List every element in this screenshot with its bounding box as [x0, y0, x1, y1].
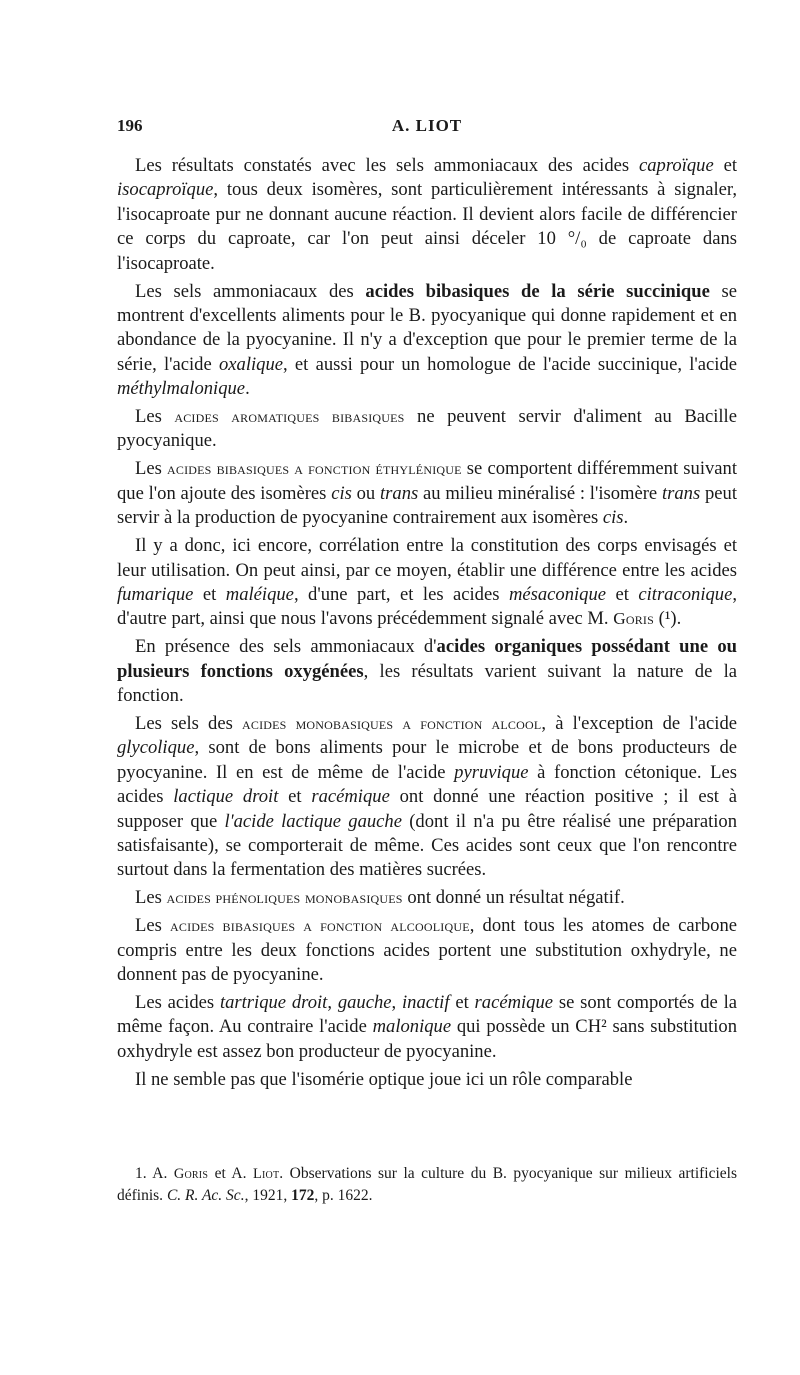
text-run: Les résultats constatés avec les sels ammoniacaux des acides	[135, 155, 639, 176]
small-caps-term: acides monobasiques a fonction alcool	[242, 713, 542, 733]
text-run: , d'une part, et les acides	[293, 583, 509, 605]
paragraph-oxygenated	[117, 635, 737, 708]
small-caps-term: acides phénoliques monobasiques	[166, 888, 403, 908]
paragraph-caproic	[117, 154, 737, 276]
italic-term: trans	[661, 482, 701, 504]
page-number: 196	[117, 116, 143, 135]
text-run: , à l'exception de l'acide	[541, 712, 738, 734]
small-caps-term: acides bibasiques a fonction alcoolique	[170, 916, 470, 936]
text-run: et	[606, 583, 639, 605]
text-run: ne peuvent servir d'aliment au Bacille pyocyanique.	[117, 406, 737, 452]
paragraph-optical-isomerism	[117, 1068, 737, 1092]
text-run: Les sels ammoniacaux des	[135, 280, 366, 302]
paragraph-correlation	[117, 534, 737, 632]
italic-term: lactique droit	[173, 786, 279, 808]
text-run: , les résultats varient suivant la nature de la fonction.	[117, 660, 738, 707]
text-run: , tous deux isomères, sont particulièrement intéressants à signaler, l'isocaproate pur ne donnant aucune réaction. Il devient alors facile de différencier ce corps du caproate, car l'on peut ainsi déceler 10 °/₀ de caproate dans l'isocaproate.	[117, 179, 737, 274]
text-run: (dont il n'a pu être réalisé une préparation satisfaisante), se comporterait de même. Ces acides sont ceux que l'on rencontre surtout dans la fermentation des matières sucrées.	[117, 810, 737, 881]
text-run: qui possède un CH² sans substitution oxhydryle est assez bon producteur de pyocyanine.	[117, 1016, 737, 1062]
paragraph-ethylenic	[117, 457, 737, 530]
italic-term: cis	[331, 482, 352, 504]
paragraph-aromatic	[117, 405, 737, 454]
small-caps-term: Goris	[613, 609, 655, 629]
text-run: au milieu minéralisé : l'isomère	[418, 482, 662, 504]
text-run: , sont de bons aliments pour le microbe et de bons producteurs de pyocyanine. Il en est de même de l'acide	[117, 737, 737, 783]
italic-term: malonique	[372, 1016, 452, 1038]
text-run: Les	[135, 915, 170, 937]
footnotes	[117, 1163, 737, 1206]
text-run: , et aussi pour un homologue de l'acide succinique, l'acide	[283, 353, 737, 375]
bold-heading-term: acides bibasiques de la série succinique	[365, 280, 710, 302]
text-run: Il ne semble pas que l'isomérie optique joue ici un rôle comparable	[135, 1068, 633, 1090]
text-run: Les	[135, 887, 167, 909]
text-run: Les	[135, 406, 175, 428]
italic-term: isocaproïque	[117, 179, 214, 201]
italic-term: pyruvique	[454, 761, 529, 783]
footnote-number: 1.	[135, 1165, 147, 1182]
paragraph-succinic	[117, 280, 737, 402]
italic-term: glycolique	[117, 737, 195, 759]
text-run: A.	[152, 1165, 174, 1182]
paragraph-phenolic	[117, 886, 737, 910]
text-run: , dont tous les atomes de carbone compris entre les deux fonctions acides portent une substitution oxhydryle, ne donnent pas de pyocyanine.	[117, 915, 738, 985]
italic-term: racémique	[474, 991, 554, 1013]
text-run: se comportent différemment suivant que l'on ajoute des isomères	[117, 458, 738, 504]
text-run: se montrent d'excellents aliments pour le B. pyocyanique qui donne rapidement et en abondance de la pyocyanine. Il n'y a d'exception que pour le premier terme de la série, l'acide	[117, 280, 737, 375]
italic-term: mésaconique	[508, 583, 607, 605]
text-run: peut servir à la production de pyocyanine contrairement aux isomères	[117, 482, 737, 529]
body-text	[117, 154, 737, 1096]
italic-term: cis	[602, 507, 624, 529]
italic-term: oxalique	[218, 353, 284, 375]
text-run: et	[193, 583, 226, 605]
italic-term: citraconique	[638, 583, 733, 605]
text-run: Les	[135, 458, 168, 480]
paragraph-alcoholic-bibasic	[117, 914, 737, 987]
running-header	[117, 116, 737, 142]
text-run: , 1921,	[244, 1187, 292, 1204]
text-run: ont donné un résultat négatif.	[402, 887, 625, 909]
volume-number: 172	[291, 1187, 315, 1204]
text-run: Les sels des	[135, 712, 242, 734]
text-run: et	[278, 786, 312, 808]
text-run: et	[713, 155, 737, 176]
italic-term: tartrique droit	[219, 991, 328, 1013]
text-run: , p. 1622.	[314, 1187, 373, 1204]
paragraph-tartaric	[117, 991, 737, 1064]
italic-term: fumarique	[117, 583, 194, 605]
text-run: ont donné une réaction positive ; il est à supposer que	[117, 786, 737, 832]
italic-term: trans	[380, 482, 419, 504]
text-run: à fonction cétonique. Les acides	[117, 761, 737, 808]
text-run: ou	[351, 482, 380, 504]
text-run: . Observations sur la culture du B. pyocyanique sur milieux artificiels définis.	[117, 1165, 737, 1204]
footnote-reference: (¹).	[654, 608, 682, 630]
journal-title: C. R. Ac. Sc.	[166, 1187, 245, 1204]
text-run: ,	[327, 991, 338, 1013]
bold-heading-term: acides organiques possédant une ou plusieurs fonctions oxygénées	[117, 636, 737, 682]
italic-term: l'acide lactique gauche	[224, 810, 402, 832]
small-caps-term: Goris	[173, 1166, 209, 1182]
small-caps-term: acides aromatiques bibasiques	[174, 407, 405, 427]
italic-term: caproïque	[639, 155, 714, 176]
text-run: En présence des sels ammoniacaux d'	[135, 636, 437, 658]
italic-term: méthylmalonique	[117, 378, 246, 400]
text-run: .	[245, 378, 250, 400]
italic-term: racémique	[311, 786, 390, 808]
italic-term: inactif	[401, 991, 450, 1013]
text-run: , d'autre part, ainsi que nous l'avons précédemment signalé avec M.	[117, 583, 737, 630]
small-caps-term: acides bibasiques a fonction éthylénique	[167, 459, 462, 479]
running-head-author: A. LIOT	[391, 116, 463, 135]
small-caps-term: Liot	[253, 1166, 280, 1182]
footnote-1	[117, 1163, 737, 1206]
text-run: et A.	[208, 1165, 254, 1182]
text-run: Il y a donc, ici encore, corrélation entre la constitution des corps envisagés et leur utilisation. On peut ainsi, par ce moyen, établir une différence entre les acides	[117, 535, 737, 581]
text-run: et	[449, 991, 475, 1013]
paragraph-alcohol-function	[117, 712, 737, 883]
italic-term: gauche	[337, 991, 392, 1013]
text-run: se sont comportés de la même façon. Au contraire l'acide	[117, 991, 738, 1038]
text-run: Les acides	[135, 991, 220, 1013]
italic-term: maléique	[225, 583, 294, 605]
text-run: ,	[391, 991, 402, 1013]
text-run: .	[623, 507, 629, 529]
